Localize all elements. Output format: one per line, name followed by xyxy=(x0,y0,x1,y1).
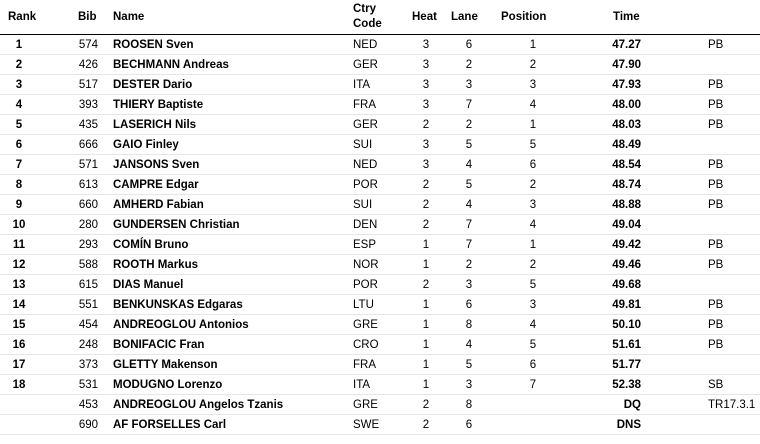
time-cell: 47.90 xyxy=(612,59,641,71)
rank-cell: 9 xyxy=(15,199,23,211)
athlete-name: DESTER Dario xyxy=(113,79,193,91)
time-cell: 47.93 xyxy=(612,79,641,91)
time-cell: 49.81 xyxy=(612,299,641,311)
position-cell: 5 xyxy=(529,339,537,351)
time-cell: 48.74 xyxy=(612,179,641,191)
bib-cell: 435 xyxy=(78,119,98,131)
heat-cell: 2 xyxy=(422,179,430,191)
lane-cell: 4 xyxy=(465,339,473,351)
rank-cell: 8 xyxy=(15,179,23,191)
table-row xyxy=(0,135,760,155)
position-cell: 4 xyxy=(529,319,537,331)
note-cell: PB xyxy=(708,79,724,91)
position-cell: 7 xyxy=(529,379,537,391)
bib-cell: 666 xyxy=(78,139,98,151)
lane-cell: 6 xyxy=(465,419,473,431)
table-row xyxy=(0,175,760,195)
note-cell: PB xyxy=(708,299,724,311)
bib-cell: 293 xyxy=(78,239,98,251)
bib-cell: 454 xyxy=(78,319,98,331)
heat-cell: 2 xyxy=(422,219,430,231)
country-code: FRA xyxy=(353,99,376,111)
time-cell: 48.54 xyxy=(612,159,641,171)
country-code: NOR xyxy=(353,259,379,271)
header-heat: Heat xyxy=(412,11,437,23)
heat-cell: 2 xyxy=(422,399,430,411)
lane-cell: 4 xyxy=(465,159,473,171)
country-code: ESP xyxy=(353,239,377,251)
heat-cell: 3 xyxy=(422,139,430,151)
heat-cell: 3 xyxy=(422,159,430,171)
position-cell: 1 xyxy=(529,119,537,131)
heat-cell: 1 xyxy=(422,379,430,391)
country-code: POR xyxy=(353,179,378,191)
country-code: ITA xyxy=(353,379,371,391)
bib-cell: 613 xyxy=(78,179,98,191)
country-code: SWE xyxy=(353,419,380,431)
heat-cell: 1 xyxy=(422,339,430,351)
bib-cell: 574 xyxy=(78,39,98,51)
note-cell: PB xyxy=(708,179,724,191)
bib-cell: 248 xyxy=(78,339,98,351)
results-table-body xyxy=(0,35,760,435)
country-code: SUI xyxy=(353,199,373,211)
time-cell: 49.42 xyxy=(612,239,641,251)
athlete-name: GLETTY Makenson xyxy=(113,359,218,371)
time-cell: 48.49 xyxy=(612,139,641,151)
lane-cell: 6 xyxy=(465,39,473,51)
position-cell: 6 xyxy=(529,359,537,371)
note-cell: PB xyxy=(708,199,724,211)
position-cell: 6 xyxy=(529,159,537,171)
bib-cell: 531 xyxy=(78,379,98,391)
time-cell: 49.04 xyxy=(612,219,641,231)
position-cell: 1 xyxy=(529,39,537,51)
lane-cell: 2 xyxy=(465,259,473,271)
athlete-name: GUNDERSEN Christian xyxy=(113,219,240,231)
table-row xyxy=(0,215,760,235)
table-row xyxy=(0,55,760,75)
country-code: DEN xyxy=(353,219,378,231)
lane-cell: 5 xyxy=(465,139,473,151)
table-row xyxy=(0,275,760,295)
bib-cell: 690 xyxy=(78,419,98,431)
rank-cell: 15 xyxy=(12,319,26,331)
lane-cell: 3 xyxy=(465,279,473,291)
header-name: Name xyxy=(113,11,145,23)
bib-cell: 426 xyxy=(78,59,98,71)
athlete-name: BENKUNSKAS Edgaras xyxy=(113,299,243,311)
lane-cell: 5 xyxy=(465,179,473,191)
rank-cell: 13 xyxy=(12,279,26,291)
bib-cell: 615 xyxy=(78,279,98,291)
position-cell: 2 xyxy=(529,179,537,191)
note-cell: PB xyxy=(708,319,724,331)
lane-cell: 4 xyxy=(465,199,473,211)
table-row xyxy=(0,335,760,355)
lane-cell: 8 xyxy=(465,319,473,331)
table-row xyxy=(0,355,760,375)
table-row xyxy=(0,395,760,415)
table-row xyxy=(0,155,760,175)
bib-cell: 588 xyxy=(78,259,98,271)
note-cell: PB xyxy=(708,99,724,111)
position-cell: 3 xyxy=(529,199,537,211)
bib-cell: 551 xyxy=(78,299,98,311)
heat-cell: 3 xyxy=(422,79,430,91)
heat-cell: 1 xyxy=(422,259,430,271)
athlete-name: ROOTH Markus xyxy=(113,259,198,271)
row-divider xyxy=(0,434,760,435)
country-code: NED xyxy=(353,159,378,171)
table-row xyxy=(0,235,760,255)
country-code: GER xyxy=(353,59,378,71)
athlete-name: GAIO Finley xyxy=(113,139,179,151)
time-cell: 49.46 xyxy=(612,259,641,271)
athlete-name: ROOSEN Sven xyxy=(113,39,194,51)
position-cell: 3 xyxy=(529,79,537,91)
note-cell: PB xyxy=(708,39,724,51)
position-cell: 1 xyxy=(529,239,537,251)
bib-cell: 280 xyxy=(78,219,98,231)
bib-cell: 571 xyxy=(78,159,98,171)
header-position: Position xyxy=(501,11,547,23)
bib-cell: 373 xyxy=(78,359,98,371)
rank-cell: 11 xyxy=(12,239,26,251)
note-cell: PB xyxy=(708,239,724,251)
athlete-name: MODUGNO Lorenzo xyxy=(113,379,223,391)
rank-cell: 18 xyxy=(12,379,26,391)
results-table-header xyxy=(0,0,760,36)
table-row xyxy=(0,75,760,95)
rank-cell: 2 xyxy=(15,59,23,71)
time-cell: 48.00 xyxy=(612,99,641,111)
rank-cell: 10 xyxy=(12,219,26,231)
athlete-name: COMÍN Bruno xyxy=(113,239,189,251)
rank-cell: 16 xyxy=(12,339,26,351)
lane-cell: 8 xyxy=(465,399,473,411)
heat-cell: 1 xyxy=(422,299,430,311)
country-code: SUI xyxy=(353,139,373,151)
lane-cell: 6 xyxy=(465,299,473,311)
note-cell: PB xyxy=(708,119,724,131)
rank-cell: 3 xyxy=(15,79,23,91)
position-cell: 2 xyxy=(529,59,537,71)
time-cell: 49.68 xyxy=(612,279,641,291)
note-cell: TR17.3.1 xyxy=(708,399,756,411)
position-cell: 5 xyxy=(529,139,537,151)
bib-cell: 660 xyxy=(78,199,98,211)
table-row xyxy=(0,115,760,135)
athlete-name: AMHERD Fabian xyxy=(113,199,204,211)
bib-cell: 517 xyxy=(78,79,98,91)
note-cell: PB xyxy=(708,339,724,351)
rank-cell: 7 xyxy=(15,159,23,171)
table-row xyxy=(0,375,760,395)
country-code: POR xyxy=(353,279,378,291)
table-row xyxy=(0,35,760,55)
lane-cell: 7 xyxy=(465,99,473,111)
time-cell: DNS xyxy=(616,419,641,431)
rank-cell: 12 xyxy=(12,259,26,271)
time-cell: 52.38 xyxy=(612,379,641,391)
header-time: Time xyxy=(613,11,640,23)
note-cell: PB xyxy=(708,259,724,271)
time-cell: DQ xyxy=(623,399,641,411)
position-cell: 2 xyxy=(529,259,537,271)
heat-cell: 3 xyxy=(422,39,430,51)
time-cell: 51.77 xyxy=(612,359,641,371)
lane-cell: 3 xyxy=(465,379,473,391)
country-code: CRO xyxy=(353,339,379,351)
header-bib: Bib xyxy=(78,11,97,23)
country-code: LTU xyxy=(353,299,374,311)
athlete-name: DIAS Manuel xyxy=(113,279,184,291)
table-row xyxy=(0,415,760,435)
heat-cell: 2 xyxy=(422,119,430,131)
rank-cell: 17 xyxy=(12,359,26,371)
heat-cell: 3 xyxy=(422,99,430,111)
lane-cell: 7 xyxy=(465,219,473,231)
table-row xyxy=(0,295,760,315)
table-row xyxy=(0,315,760,335)
position-cell: 5 xyxy=(529,279,537,291)
heat-cell: 3 xyxy=(422,59,430,71)
time-cell: 48.03 xyxy=(612,119,641,131)
header-ctry-line1: Ctry xyxy=(353,3,377,15)
athlete-name: LASERICH Nils xyxy=(113,119,197,131)
heat-cell: 2 xyxy=(422,279,430,291)
country-code: GER xyxy=(353,119,378,131)
lane-cell: 3 xyxy=(465,79,473,91)
country-code: ITA xyxy=(353,79,371,91)
table-row xyxy=(0,95,760,115)
heat-cell: 1 xyxy=(422,359,430,371)
header-lane: Lane xyxy=(451,11,478,23)
heat-cell: 2 xyxy=(422,199,430,211)
rank-cell: 4 xyxy=(15,99,23,111)
athlete-name: ANDREOGLOU Angelos Tzanis xyxy=(113,399,284,411)
heat-cell: 2 xyxy=(422,419,430,431)
heat-cell: 1 xyxy=(422,239,430,251)
country-code: GRE xyxy=(353,399,378,411)
rank-cell: 5 xyxy=(15,119,23,131)
athlete-name: CAMPRE Edgar xyxy=(113,179,199,191)
bib-cell: 453 xyxy=(78,399,98,411)
heat-cell: 1 xyxy=(422,319,430,331)
athlete-name: BONIFACIC Fran xyxy=(113,339,205,351)
lane-cell: 2 xyxy=(465,119,473,131)
lane-cell: 5 xyxy=(465,359,473,371)
time-cell: 48.88 xyxy=(612,199,641,211)
athlete-name: AF FORSELLES Carl xyxy=(113,419,227,431)
country-code: FRA xyxy=(353,359,376,371)
note-cell: SB xyxy=(708,379,724,391)
rank-cell: 1 xyxy=(15,39,23,51)
header-ctry-line2: Code xyxy=(353,18,382,30)
athlete-name: ANDREOGLOU Antonios xyxy=(113,319,249,331)
note-cell: PB xyxy=(708,159,724,171)
table-row xyxy=(0,195,760,215)
time-cell: 51.61 xyxy=(612,339,641,351)
position-cell: 4 xyxy=(529,99,537,111)
athlete-name: BECHMANN Andreas xyxy=(113,59,229,71)
time-cell: 50.10 xyxy=(612,319,641,331)
table-row xyxy=(0,255,760,275)
athlete-name: THIERY Baptiste xyxy=(113,99,204,111)
position-cell: 4 xyxy=(529,219,537,231)
rank-cell: 6 xyxy=(15,139,23,151)
time-cell: 47.27 xyxy=(612,39,641,51)
rank-cell: 14 xyxy=(12,299,26,311)
country-code: GRE xyxy=(353,319,378,331)
position-cell: 3 xyxy=(529,299,537,311)
lane-cell: 7 xyxy=(465,239,473,251)
bib-cell: 393 xyxy=(78,99,98,111)
header-rank: Rank xyxy=(8,11,37,23)
athlete-name: JANSONS Sven xyxy=(113,159,200,171)
country-code: NED xyxy=(353,39,378,51)
lane-cell: 2 xyxy=(465,59,473,71)
